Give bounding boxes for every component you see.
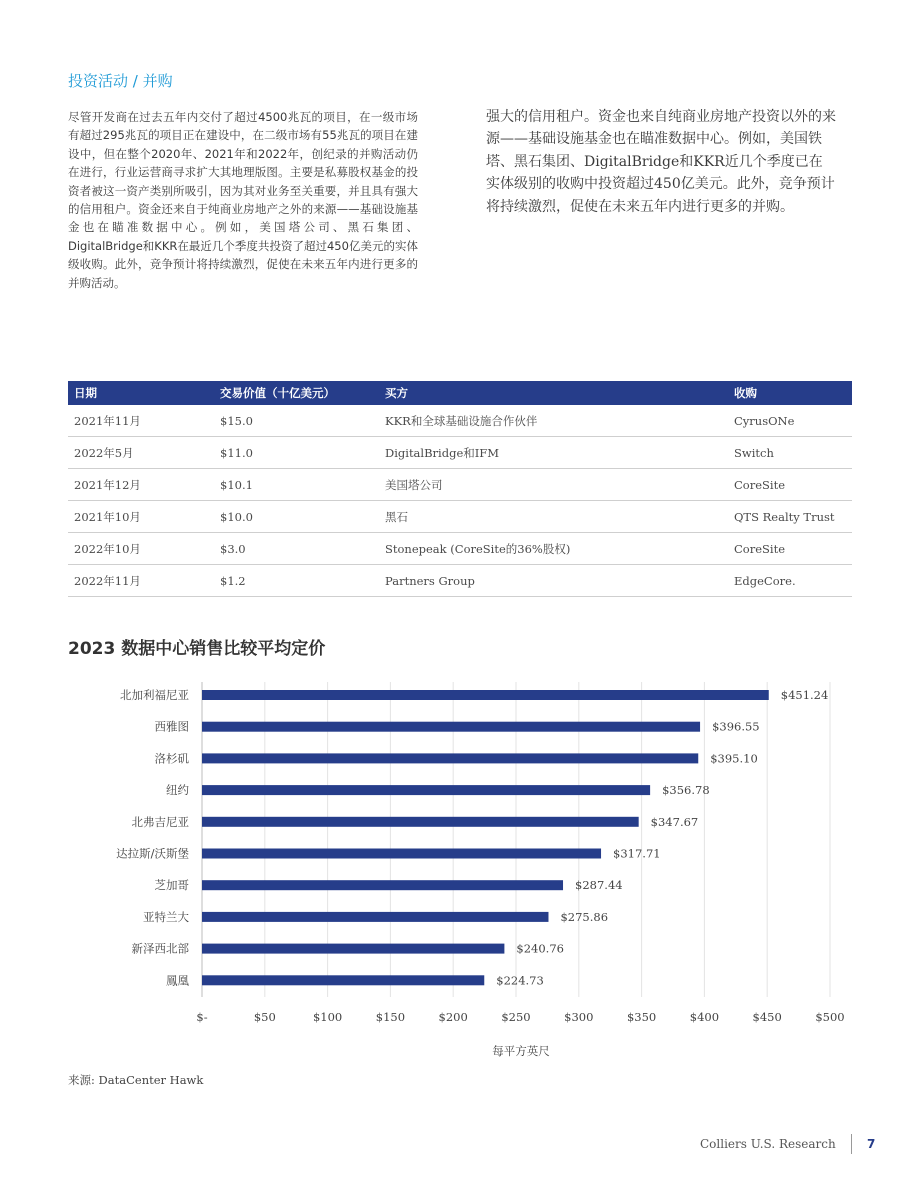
category-label: 芝加哥 (154, 878, 189, 893)
value-label: $287.44 (575, 878, 623, 893)
value-label: $240.76 (516, 941, 564, 956)
category-label: 洛杉矶 (154, 751, 189, 766)
body-text-left: 尽管开发商在过去五年内交付了超过4500兆瓦的项目，在一级市场有超过295兆瓦的项目正在建设中，在二级市场有55兆瓦的项目在建设中，但在整个2020年、2021年和2022年，创纪录的并购活动仍在进行，行业运营商寻求扩大其地理版图。主要是私募股权基金的投资者被这一资产类别所吸引，因为其对业务至关重要，并且具有强大的信用租户。资金还来自于纯商业房地产之外的来源——基础设施基金也在瞄准数据中心。例如，美国塔公司、黑石集团、DigitalBridge和KKR在最近几个季度共投资了超过450亿美元的实体级收购。此外，竞争预计将持续激烈，促使在未来五年内进行更多的并购活动。 (68, 110, 418, 290)
cell-acquisition: Switch (728, 437, 852, 469)
cell-date: 2021年12月 (68, 469, 214, 501)
cell-buyer: DigitalBridge和IFM (379, 437, 728, 469)
category-label: 北加利福尼亚 (120, 688, 189, 702)
bar (202, 975, 484, 985)
section-title: 投资活动 / 并购 (68, 72, 173, 90)
x-tick-label: $- (196, 1010, 208, 1024)
value-label: $395.10 (710, 751, 758, 766)
x-tick-label: $350 (626, 1010, 657, 1024)
cell-value: $10.0 (214, 501, 379, 533)
value-label: $396.55 (712, 719, 760, 734)
cell-acquisition: CyrusONe (728, 405, 852, 437)
header-buyer: 买方 (379, 381, 728, 405)
cell-date: 2022年11月 (68, 565, 214, 597)
cell-date: 2022年10月 (68, 533, 214, 565)
x-tick-label: $500 (815, 1010, 845, 1024)
category-label: 亚特兰大 (143, 909, 189, 924)
cell-buyer: Stonepeak (CoreSite的36%股权) (379, 533, 728, 565)
cell-value: $11.0 (214, 437, 379, 469)
cell-value: $15.0 (214, 405, 379, 437)
x-tick-label: $200 (438, 1010, 468, 1024)
page-number: 7 (867, 1137, 876, 1151)
bar (202, 880, 563, 890)
x-tick-label: $250 (501, 1010, 531, 1024)
header-value: 交易价值（十亿美元） (214, 381, 379, 405)
header-acquisition: 收购 (728, 381, 852, 405)
cell-buyer: KKR和全球基础设施合作伙伴 (379, 405, 728, 437)
footer-publisher: Colliers U.S. Research (700, 1137, 836, 1151)
cell-value: $3.0 (214, 533, 379, 565)
cell-value: $1.2 (214, 565, 379, 597)
category-label: 北弗吉尼亚 (131, 814, 189, 829)
value-label: $451.24 (780, 688, 829, 702)
bar (202, 690, 769, 700)
footer-divider (851, 1134, 852, 1154)
cell-value: $10.1 (214, 469, 379, 501)
bar (202, 785, 650, 795)
source-note: 来源: DataCenter Hawk (68, 1073, 204, 1087)
table-header-row (68, 381, 852, 405)
cell-buyer: 美国塔公司 (379, 469, 728, 501)
value-label: $275.86 (560, 909, 609, 924)
cell-buyer: Partners Group (379, 565, 728, 597)
table-row (68, 565, 852, 597)
table-row (68, 501, 852, 533)
cell-date: 2021年11月 (68, 405, 214, 437)
value-label: $356.78 (662, 783, 710, 798)
cell-date: 2022年5月 (68, 437, 214, 469)
chart-title: 2023 数据中心销售比较平均定价 (68, 639, 326, 659)
x-tick-label: $400 (689, 1010, 720, 1024)
value-label: $224.73 (496, 973, 544, 988)
x-axis-label: 每平方英尺 (492, 1044, 550, 1058)
cell-acquisition: QTS Realty Trust (728, 501, 852, 533)
cell-buyer: 黑石 (379, 501, 728, 533)
x-tick-label: $150 (375, 1010, 406, 1024)
x-tick-label: $450 (752, 1010, 782, 1024)
table-row (68, 469, 852, 501)
category-label: 鳳凰 (166, 973, 189, 988)
table-row (68, 405, 852, 437)
x-tick-label: $50 (253, 1010, 276, 1024)
bar (202, 817, 639, 827)
cell-acquisition: CoreSite (728, 533, 852, 565)
category-label: 纽约 (166, 783, 189, 798)
deals-table (68, 381, 852, 597)
bar (202, 944, 504, 954)
value-label: $347.67 (650, 814, 699, 829)
x-tick-label: $100 (312, 1010, 343, 1024)
bar (202, 849, 601, 859)
category-label: 西雅图 (154, 719, 189, 734)
x-tick-label: $300 (564, 1010, 594, 1024)
table-row (68, 533, 852, 565)
cell-date: 2021年10月 (68, 501, 214, 533)
value-label: $317.71 (613, 846, 661, 861)
category-label: 达拉斯/沃斯堡 (116, 846, 189, 861)
header-date: 日期 (68, 381, 214, 405)
body-text-right: 强大的信用租户。资金也来自纯商业房地产投资以外的来源——基础设施基金也在瞄准数据中心。例如，美国铁塔、黑石集团、DigitalBridge和KKR近几个季度已在实体级别的收购中投资超过450亿美元。此外，竞争预计将持续激烈，促使在未来五年内进行更多的并购。 (486, 109, 836, 215)
table-row (68, 437, 852, 469)
cell-acquisition: CoreSite (728, 469, 852, 501)
cell-acquisition: EdgeCore. (728, 565, 852, 597)
bar (202, 753, 698, 763)
bar (202, 912, 548, 922)
bar (202, 722, 700, 732)
category-label: 新泽西北部 (131, 941, 189, 956)
